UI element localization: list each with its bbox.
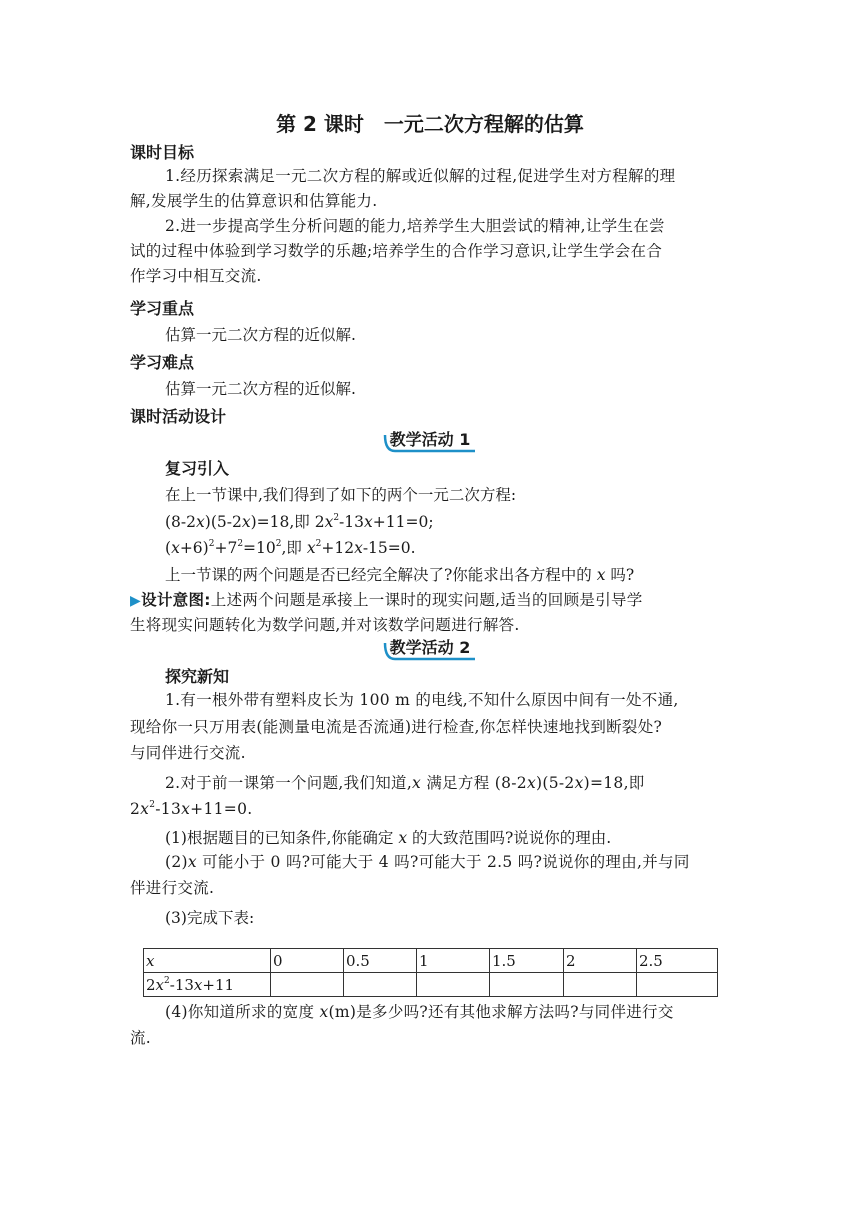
question-2-part-2-line-1: (2)x 可能小于 0 吗?可能大于 4 吗?可能大于 2.5 吗?说说你的理由,并与同 bbox=[165, 853, 690, 871]
heading-key-points: 学习重点 bbox=[130, 299, 195, 318]
activity-2-banner bbox=[385, 637, 475, 663]
triangle-marker-icon: ▶ bbox=[130, 593, 142, 609]
key-points-text: 估算一元二次方程的近似解. bbox=[165, 326, 356, 344]
question-1-line-3: 与同伴进行交流. bbox=[130, 744, 246, 762]
activity-2-label: 教学活动 2 bbox=[389, 638, 471, 657]
question-2-line-2: $2x^2-13x+11=0$. bbox=[130, 800, 253, 818]
table-cell: 1.5 bbox=[490, 949, 564, 973]
question-2-part-3: (3)完成下表: bbox=[165, 909, 255, 927]
table-cell bbox=[490, 973, 564, 997]
heading-goals: 课时目标 bbox=[130, 143, 195, 162]
table-cell-label-expression: $2x^2-13x+11$ bbox=[144, 973, 271, 997]
table-cell: 1 bbox=[417, 949, 490, 973]
activity-1-label: 教学活动 1 bbox=[389, 430, 471, 449]
table-row bbox=[144, 949, 718, 973]
explore-heading: 探究新知 bbox=[165, 667, 230, 686]
goal-2-line-2: 试的过程中体验到学习数学的乐趣;培养学生的合作学习意识,让学生学会在合 bbox=[130, 242, 663, 260]
goal-1-line-2: 解,发展学生的估算意识和估算能力. bbox=[130, 192, 378, 210]
difficulties-text: 估算一元二次方程的近似解. bbox=[165, 380, 356, 398]
review-question: 上一节课的两个问题是否已经完全解决了?你能求出各方程中的 x 吗? bbox=[165, 566, 635, 584]
page-title: 第 2 课时 一元二次方程解的估算 bbox=[276, 112, 584, 136]
table-cell: 0 bbox=[271, 949, 344, 973]
activity-1-banner bbox=[385, 429, 475, 455]
question-2-part-4-line-1: (4)你知道所求的宽度 x(m)是多少吗?还有其他求解方法吗?与同伴进行交 bbox=[165, 1003, 674, 1021]
table-row bbox=[144, 973, 718, 997]
question-2-line-1: 2.对于前一课第一个问题,我们知道,x 满足方程 (8-2x)(5-2x)=18,即 bbox=[165, 774, 645, 792]
design-intent-line-2: 生将现实问题转化为数学问题,并对该数学问题进行解答. bbox=[130, 616, 520, 634]
goal-2-line-3: 作学习中相互交流. bbox=[130, 267, 262, 285]
table-cell: 2.5 bbox=[637, 949, 718, 973]
heading-activity-design: 课时活动设计 bbox=[130, 407, 227, 426]
equation-1: (8-2x)(5-2x)=18,即 $2x^2-13x+11=0$; bbox=[165, 513, 434, 531]
heading-difficulties: 学习难点 bbox=[130, 353, 195, 372]
table-cell: 2 bbox=[564, 949, 637, 973]
equation-2: $(x+6)^2+7^2=10^2$,即 $x^2+12x-15=0$. bbox=[165, 539, 416, 557]
design-intent-line-1: ▶设计意图:上述两个问题是承接上一课时的现实问题,适当的回顾是引导学 bbox=[130, 591, 643, 609]
question-2-part-2-line-2: 伴进行交流. bbox=[130, 879, 215, 897]
values-table bbox=[143, 948, 718, 997]
table-cell-label-x: x bbox=[144, 949, 271, 973]
table-cell bbox=[564, 973, 637, 997]
question-2-part-4-line-2: 流. bbox=[130, 1029, 152, 1047]
table-cell bbox=[417, 973, 490, 997]
question-1-line-2: 现给你一只万用表(能测量电流是否流通)进行检查,你怎样快速地找到断裂处? bbox=[130, 718, 663, 736]
goal-2-line-1: 2.进一步提高学生分析问题的能力,培养学生大胆尝试的精神,让学生在尝 bbox=[165, 217, 665, 235]
goal-1-line-1: 1.经历探索满足一元二次方程的解或近似解的过程,促进学生对方程解的理 bbox=[165, 167, 676, 185]
design-intent-label: 设计意图: bbox=[141, 591, 211, 609]
table-cell bbox=[344, 973, 417, 997]
question-2-part-1: (1)根据题目的已知条件,你能确定 x 的大致范围吗?说说你的理由. bbox=[165, 829, 612, 847]
table-cell: 0.5 bbox=[344, 949, 417, 973]
question-1-line-1: 1.有一根外带有塑料皮长为 100 m 的电线,不知什么原因中间有一处不通, bbox=[165, 691, 679, 709]
table-cell bbox=[271, 973, 344, 997]
review-intro: 在上一节课中,我们得到了如下的两个一元二次方程: bbox=[165, 486, 517, 504]
review-heading: 复习引入 bbox=[165, 459, 230, 478]
table-cell bbox=[637, 973, 718, 997]
